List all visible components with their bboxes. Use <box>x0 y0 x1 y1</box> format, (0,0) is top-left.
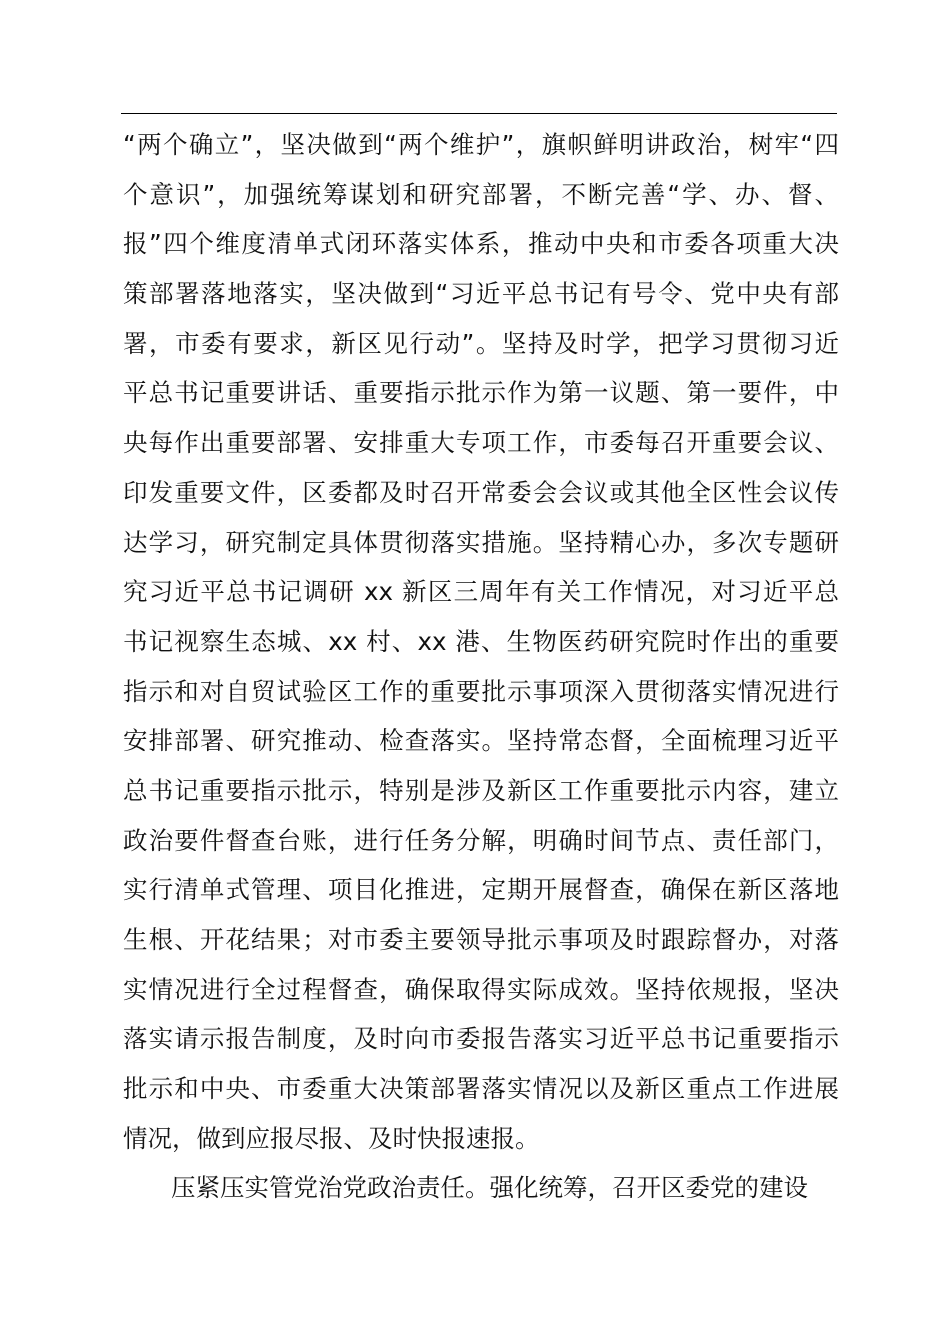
text-line: 政治要件督查台账，进行任务分解，明确时间节点、责任部门， <box>123 825 839 855</box>
text-line: 策部署落地落实，坚决做到“习近平总书记有号令、党中央有部 <box>123 279 839 309</box>
text-line: 报”四个维度清单式闭环落实体系，推动中央和市委各项重大决 <box>123 229 839 259</box>
text-line: “两个确立”，坚决做到“两个维护”，旗帜鲜明讲政治，树牢“四 <box>123 130 839 159</box>
text-line: 实行清单式管理、项目化推进，定期开展督查，确保在新区落地 <box>123 875 839 905</box>
text-line: 批示和中央、市委重大决策部署落实情况以及新区重点工作进展 <box>123 1074 839 1104</box>
next-paragraph-line: 压紧压实管党治党政治责任。强化统筹，召开区委党的建设 <box>171 1173 808 1203</box>
text-line: 达学习，研究制定具体贯彻落实措施。坚持精心办，多次专题研 <box>123 527 839 557</box>
text-line: 印发重要文件，区委都及时召开常委会会议或其他全区性会议传 <box>123 477 839 507</box>
text-line: 书记视察生态城、xx 村、xx 港、生物医药研究院时作出的重要 <box>123 626 839 656</box>
text-line: 究习近平总书记调研 xx 新区三周年有关工作情况，对习近平总 <box>123 577 839 607</box>
text-line: 个意识”，加强统筹谋划和研究部署，不断完善“学、办、督、 <box>123 179 839 209</box>
text-line: 落实请示报告制度，及时向市委报告落实习近平总书记重要指示 <box>123 1024 839 1054</box>
text-line: 平总书记重要讲话、重要指示批示作为第一议题、第一要件，中 <box>123 378 839 408</box>
text-line: 指示和对自贸试验区工作的重要批示事项深入贯彻落实情况进行 <box>123 676 839 706</box>
text-line: 实情况进行全过程督查，确保取得实际成效。坚持依规报，坚决 <box>123 974 839 1004</box>
body-text <box>123 120 839 1213</box>
text-line: 生根、开花结果；对市委主要领导批示事项及时跟踪督办，对落 <box>123 925 839 954</box>
text-line: 总书记重要指示批示，特别是涉及新区工作重要批示内容，建立 <box>123 775 839 805</box>
text-line: 安排部署、研究推动、检查落实。坚持常态督，全面梳理习近平 <box>123 726 839 756</box>
text-line: 央每作出重要部署、安排重大专项工作，市委每召开重要会议、 <box>123 428 839 458</box>
header-rule <box>121 113 837 114</box>
text-line-paragraph-end: 情况，做到应报尽报、及时快报速报。 <box>123 1123 540 1153</box>
text-line: 署，市委有要求，新区见行动”。坚持及时学，把学习贯彻习近 <box>123 328 839 358</box>
